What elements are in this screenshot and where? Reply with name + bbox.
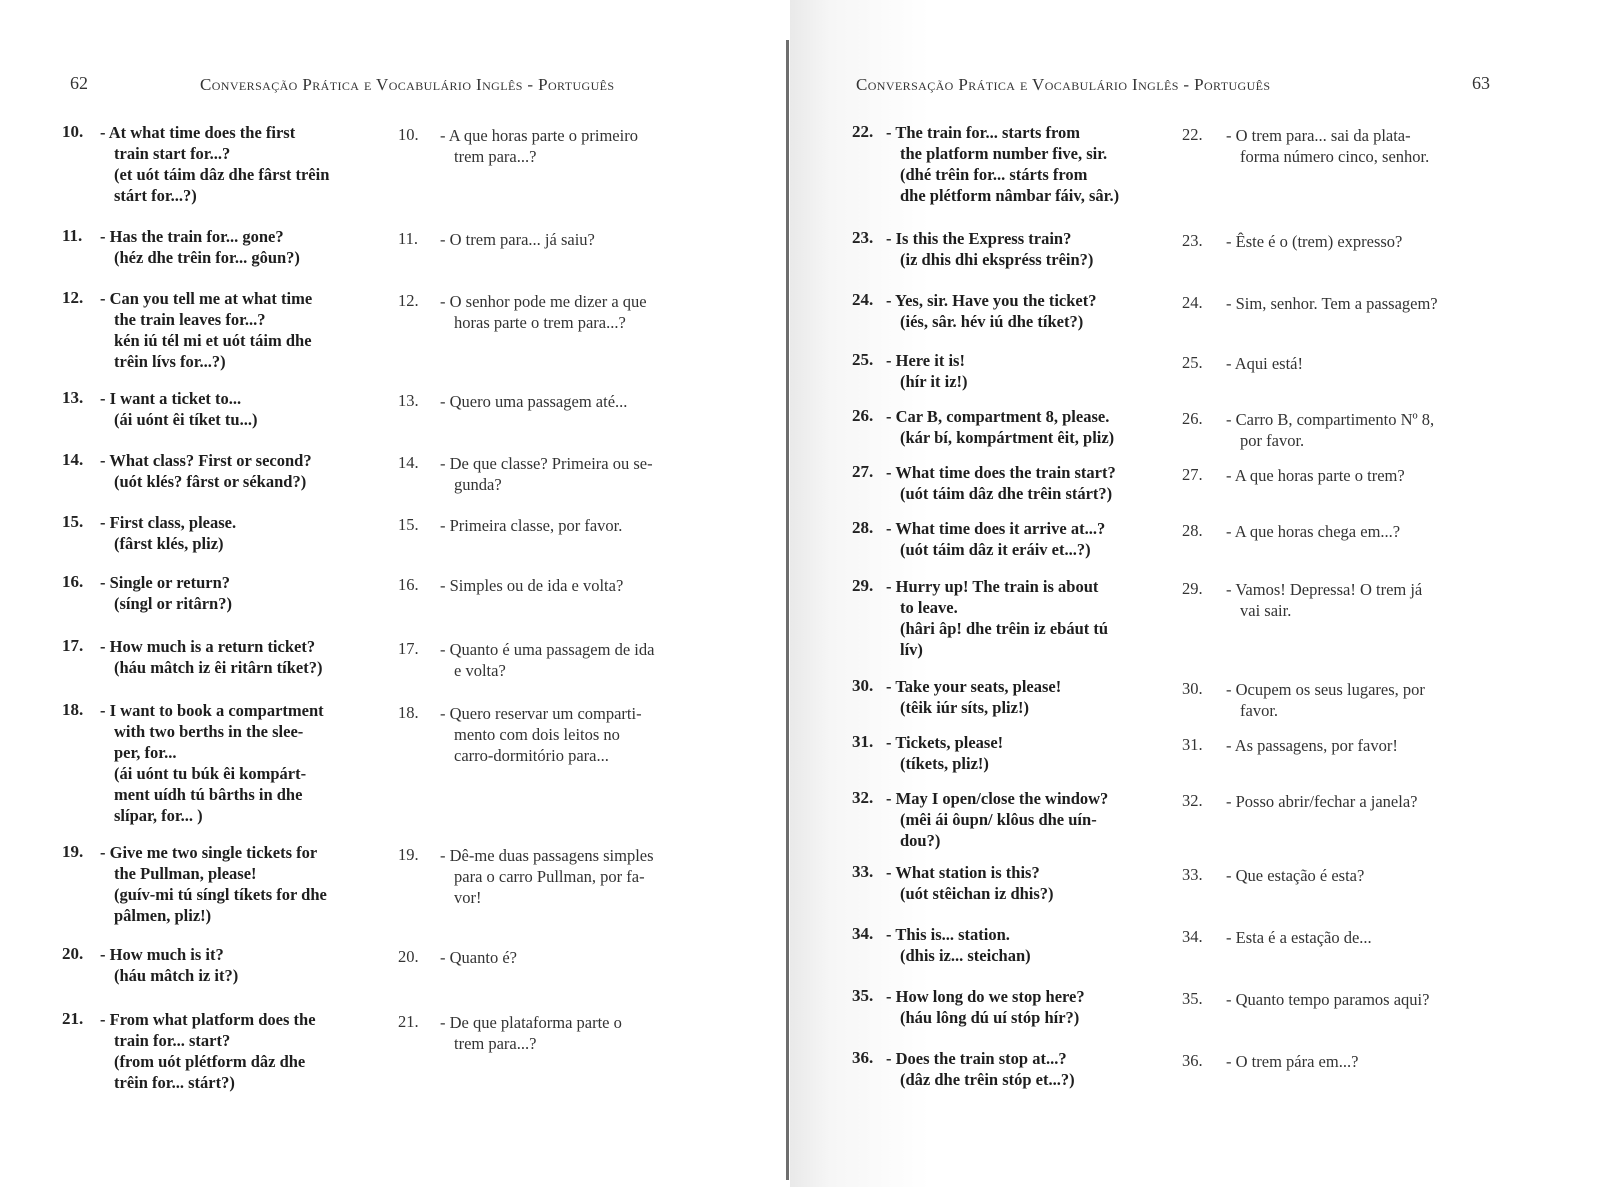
english-line: (iés, sâr. hév iú dhe tíket?) <box>900 312 1084 331</box>
english-phrase <box>100 1009 372 1093</box>
entry-number: 28. <box>852 518 874 537</box>
portuguese-number: 11. <box>398 229 419 248</box>
english-phrase <box>886 732 1162 774</box>
portuguese-number: 16. <box>398 575 419 594</box>
english-line: (dhé trêin for... stárts from <box>900 165 1088 184</box>
english-line: (hír it iz!) <box>900 372 968 391</box>
portuguese-number: 17. <box>398 639 419 658</box>
english-line: stárt for...?) <box>114 186 197 205</box>
english-line: to leave. <box>900 598 958 617</box>
english-line: - What time does the train start? <box>886 463 1116 482</box>
portuguese-number: 23. <box>1182 231 1203 250</box>
portuguese-line: horas parte o trem para...? <box>454 313 626 332</box>
portuguese-line: - Posso abrir/fechar a janela? <box>1226 792 1418 811</box>
english-line: slípar, for... ) <box>114 806 203 825</box>
portuguese-number: 30. <box>1182 679 1203 698</box>
english-phrase <box>886 350 1162 392</box>
portuguese-translation <box>440 947 710 968</box>
english-line: - I want to book a compartment <box>100 701 324 720</box>
portuguese-translation <box>440 391 710 412</box>
english-line: - What class? First or second? <box>100 451 312 470</box>
english-line: - From what platform does the <box>100 1010 316 1029</box>
portuguese-translation <box>1226 1051 1506 1072</box>
english-line: (iz dhis dhi ekspréss trêin?) <box>900 250 1094 269</box>
portuguese-number: 24. <box>1182 293 1203 312</box>
english-line: (ái uónt tu búk êi kompárt- <box>114 764 307 783</box>
entry-number: 17. <box>62 636 84 655</box>
english-line: - I want a ticket to... <box>100 389 242 408</box>
portuguese-translation <box>1226 353 1506 374</box>
portuguese-line: - Quero uma passagem até... <box>440 392 628 411</box>
portuguese-line: - Quero reservar um comparti- <box>440 704 642 723</box>
entry-number: 21. <box>62 1009 84 1028</box>
english-phrase <box>100 944 372 986</box>
portuguese-translation <box>440 291 710 333</box>
entry-number: 14. <box>62 450 84 469</box>
left-page <box>0 0 790 1187</box>
entry-number: 19. <box>62 842 84 861</box>
portuguese-translation <box>440 703 710 766</box>
entry-number: 15. <box>62 512 84 531</box>
entry-number: 36. <box>852 1048 874 1067</box>
english-line: train for... start? <box>114 1031 231 1050</box>
portuguese-line: vai sair. <box>1240 601 1292 620</box>
english-line: - The train for... starts from <box>886 123 1081 142</box>
english-phrase <box>886 788 1162 851</box>
page-number: 62 <box>70 73 88 93</box>
portuguese-translation <box>1226 989 1506 1010</box>
english-line: train start for...? <box>114 144 231 163</box>
running-header: Conversação Prática e Vocabulário Inglês - Português <box>200 75 615 94</box>
english-line: ment uídh tú bârths in dhe <box>114 785 303 804</box>
portuguese-translation <box>1226 409 1506 451</box>
portuguese-line: - Vamos! Depressa! O trem já <box>1226 580 1423 599</box>
english-line: per, for... <box>114 743 177 762</box>
english-line: pâlmen, pliz!) <box>114 906 212 925</box>
english-phrase <box>886 462 1162 504</box>
portuguese-number: 19. <box>398 845 419 864</box>
portuguese-number: 31. <box>1182 735 1203 754</box>
english-phrase <box>886 1048 1162 1090</box>
entry-number: 32. <box>852 788 874 807</box>
english-line: - How much is a return ticket? <box>100 637 316 656</box>
portuguese-number: 36. <box>1182 1051 1203 1070</box>
portuguese-translation <box>440 125 710 167</box>
portuguese-translation <box>1226 293 1506 314</box>
portuguese-translation <box>440 845 710 908</box>
portuguese-line: trem para...? <box>454 1034 537 1053</box>
english-line: (et uót táim dâz dhe fârst trêin <box>114 165 330 184</box>
english-line: - Car B, compartment 8, please. <box>886 407 1110 426</box>
english-line: (héz dhe trêin for... gôun?) <box>114 248 300 267</box>
portuguese-number: 20. <box>398 947 419 966</box>
english-line: - Is this the Express train? <box>886 229 1072 248</box>
english-phrase <box>886 122 1162 206</box>
portuguese-number: 21. <box>398 1012 419 1031</box>
english-phrase <box>100 122 372 206</box>
english-phrase <box>100 288 372 372</box>
english-phrase <box>886 924 1162 966</box>
english-phrase <box>886 576 1162 660</box>
portuguese-line: gunda? <box>454 475 502 494</box>
english-phrase <box>886 290 1162 332</box>
entry-number: 23. <box>852 228 874 247</box>
english-line: - Does the train stop at...? <box>886 1049 1067 1068</box>
english-line: - First class, please. <box>100 513 237 532</box>
english-phrase <box>886 676 1162 718</box>
portuguese-line: - Ocupem os seus lugares, por <box>1226 680 1425 699</box>
english-line: (dhis iz... steichan) <box>900 946 1031 965</box>
portuguese-line: - A que horas parte o trem? <box>1226 466 1405 485</box>
portuguese-line: - De que classe? Primeira ou se- <box>440 454 653 473</box>
entry-number: 29. <box>852 576 874 595</box>
portuguese-line: - Êste é o (trem) expresso? <box>1226 232 1403 251</box>
portuguese-number: 27. <box>1182 465 1203 484</box>
portuguese-line: - Esta é a estação de... <box>1226 928 1372 947</box>
portuguese-number: 32. <box>1182 791 1203 810</box>
portuguese-line: - Simples ou de ida e volta? <box>440 576 624 595</box>
portuguese-translation <box>1226 579 1506 621</box>
entry-number: 34. <box>852 924 874 943</box>
english-line: trêin lívs for...?) <box>114 352 226 371</box>
portuguese-line: - O senhor pode me dizer a que <box>440 292 647 311</box>
english-line: (háu lông dú uí stóp hír?) <box>900 1008 1080 1027</box>
english-line: dhe plétform nâmbar fáiv, sâr.) <box>900 186 1120 205</box>
portuguese-line: mento com dois leitos no <box>454 725 620 744</box>
running-header: Conversação Prática e Vocabulário Inglês - Português <box>856 75 1271 94</box>
english-phrase <box>100 388 372 430</box>
portuguese-line: trem para...? <box>454 147 537 166</box>
english-line: with two berths in the slee- <box>114 722 304 741</box>
portuguese-translation <box>1226 521 1506 542</box>
entry-number: 10. <box>62 122 84 141</box>
portuguese-number: 18. <box>398 703 419 722</box>
english-line: (uót klés? fârst or sékand?) <box>114 472 307 491</box>
english-phrase <box>100 226 372 268</box>
english-line: - Here it is! <box>886 351 965 370</box>
english-phrase <box>100 572 372 614</box>
portuguese-line: vor! <box>454 888 482 907</box>
english-line: - Single or return? <box>100 573 231 592</box>
portuguese-number: 25. <box>1182 353 1203 372</box>
portuguese-line: - A que horas parte o primeiro <box>440 126 638 145</box>
portuguese-line: e volta? <box>454 661 506 680</box>
portuguese-translation <box>440 515 710 536</box>
english-line: (ái uónt êi tíket tu...) <box>114 410 258 429</box>
english-line: - Hurry up! The train is about <box>886 577 1099 596</box>
page-number: 63 <box>1472 73 1490 93</box>
entry-number: 12. <box>62 288 84 307</box>
portuguese-number: 35. <box>1182 989 1203 1008</box>
portuguese-translation <box>1226 679 1506 721</box>
portuguese-number: 28. <box>1182 521 1203 540</box>
entry-number: 20. <box>62 944 84 963</box>
english-phrase <box>100 842 372 926</box>
portuguese-translation <box>1226 465 1506 486</box>
english-phrase <box>886 862 1162 904</box>
entry-number: 11. <box>62 226 83 245</box>
portuguese-number: 33. <box>1182 865 1203 884</box>
english-phrase <box>100 636 372 678</box>
english-line: trêin for... stárt?) <box>114 1073 235 1092</box>
portuguese-translation <box>440 229 710 250</box>
portuguese-line: - Quanto é? <box>440 948 517 967</box>
english-line: - At what time does the first <box>100 123 296 142</box>
english-line: the train leaves for...? <box>114 310 266 329</box>
english-line: (háu mâtch iz it?) <box>114 966 239 985</box>
portuguese-translation <box>1226 125 1506 167</box>
portuguese-line: - Primeira classe, por favor. <box>440 516 623 535</box>
english-line: (fârst klés, pliz) <box>114 534 224 553</box>
portuguese-line: - Quanto tempo paramos aqui? <box>1226 990 1430 1009</box>
portuguese-number: 29. <box>1182 579 1203 598</box>
english-line: (mêi ái ôupn/ klôus dhe uín- <box>900 810 1097 829</box>
english-line: - Tickets, please! <box>886 733 1004 752</box>
portuguese-number: 26. <box>1182 409 1203 428</box>
portuguese-number: 10. <box>398 125 419 144</box>
portuguese-translation <box>1226 791 1506 812</box>
english-line: - Take your seats, please! <box>886 677 1062 696</box>
entry-number: 31. <box>852 732 874 751</box>
portuguese-translation <box>1226 735 1506 756</box>
portuguese-line: - As passagens, por favor! <box>1226 736 1398 755</box>
english-line: - Has the train for... gone? <box>100 227 284 246</box>
english-line: (guív-mi tú síngl tíkets for dhe <box>114 885 327 904</box>
english-line: dou?) <box>900 831 941 850</box>
english-phrase <box>100 450 372 492</box>
portuguese-line: carro-dormitório para... <box>454 746 609 765</box>
entry-number: 22. <box>852 122 874 141</box>
english-line: - Give me two single tickets for <box>100 843 318 862</box>
portuguese-line: - O trem para... já saiu? <box>440 230 595 249</box>
portuguese-line: - Aqui está! <box>1226 354 1303 373</box>
english-line: (from uót plétform dâz dhe <box>114 1052 306 1071</box>
entry-number: 33. <box>852 862 874 881</box>
portuguese-line: - De que plataforma parte o <box>440 1013 622 1032</box>
right-page <box>790 0 1600 1187</box>
english-line: (dâz dhe trêin stóp et...?) <box>900 1070 1075 1089</box>
english-line: - May I open/close the window? <box>886 789 1109 808</box>
portuguese-line: forma número cinco, senhor. <box>1240 147 1430 166</box>
portuguese-line: - Carro B, compartimento Nº 8, <box>1226 410 1435 429</box>
english-line: (háu mâtch iz êi ritârn tíket?) <box>114 658 323 677</box>
entry-number: 27. <box>852 462 874 481</box>
entry-number: 35. <box>852 986 874 1005</box>
english-phrase <box>886 518 1162 560</box>
english-phrase <box>886 406 1162 448</box>
english-line: (uót stêichan iz dhis?) <box>900 884 1054 903</box>
portuguese-number: 13. <box>398 391 419 410</box>
english-line: (uót táim dâz it eráiv et...?) <box>900 540 1091 559</box>
portuguese-line: para o carro Pullman, por fa- <box>454 867 645 886</box>
portuguese-translation <box>440 575 710 596</box>
entry-number: 26. <box>852 406 874 425</box>
portuguese-line: - O trem para... sai da plata- <box>1226 126 1411 145</box>
english-line: (kár bí, kompártment êit, pliz) <box>900 428 1115 447</box>
english-line: - Yes, sir. Have you the ticket? <box>886 291 1097 310</box>
english-line: (uót táim dâz dhe trêin stárt?) <box>900 484 1113 503</box>
portuguese-line: - Dê-me duas passagens simples <box>440 846 654 865</box>
portuguese-number: 34. <box>1182 927 1203 946</box>
portuguese-translation <box>1226 231 1506 252</box>
portuguese-line: favor. <box>1240 701 1279 720</box>
portuguese-translation <box>440 453 710 495</box>
entry-number: 13. <box>62 388 84 407</box>
english-phrase <box>100 512 372 554</box>
english-line: - How much is it? <box>100 945 224 964</box>
entry-number: 16. <box>62 572 84 591</box>
portuguese-line: - Que estação é esta? <box>1226 866 1365 885</box>
portuguese-number: 22. <box>1182 125 1203 144</box>
portuguese-translation <box>440 1012 710 1054</box>
portuguese-number: 15. <box>398 515 419 534</box>
page-gutter <box>786 40 789 1180</box>
english-line: - Can you tell me at what time <box>100 289 313 308</box>
portuguese-line: por favor. <box>1240 431 1305 450</box>
english-line: - How long do we stop here? <box>886 987 1085 1006</box>
english-line: kén iú tél mi et uót táim dhe <box>114 331 312 350</box>
portuguese-line: - A que horas chega em...? <box>1226 522 1401 541</box>
english-phrase <box>886 986 1162 1028</box>
english-line: lív) <box>900 640 923 659</box>
portuguese-number: 12. <box>398 291 419 310</box>
english-line: - This is... station. <box>886 925 1010 944</box>
portuguese-number: 14. <box>398 453 419 472</box>
english-line: the platform number five, sir. <box>900 144 1108 163</box>
english-line: - What time does it arrive at...? <box>886 519 1106 538</box>
english-line: - What station is this? <box>886 863 1040 882</box>
entry-number: 18. <box>62 700 84 719</box>
portuguese-translation <box>1226 927 1506 948</box>
portuguese-line: - O trem pára em...? <box>1226 1052 1359 1071</box>
portuguese-line: - Quanto é uma passagem de ida <box>440 640 655 659</box>
english-phrase <box>100 700 372 826</box>
english-line: (tíkets, pliz!) <box>900 754 989 773</box>
english-line: the Pullman, please! <box>114 864 257 883</box>
english-line: (hâri âp! dhe trêin iz ebáut tú <box>900 619 1109 638</box>
entry-number: 30. <box>852 676 874 695</box>
english-phrase <box>886 228 1162 270</box>
entry-number: 24. <box>852 290 874 309</box>
entry-number: 25. <box>852 350 874 369</box>
portuguese-translation <box>1226 865 1506 886</box>
portuguese-translation <box>440 639 710 681</box>
portuguese-line: - Sim, senhor. Tem a passagem? <box>1226 294 1438 313</box>
english-line: (síngl or ritârn?) <box>114 594 232 613</box>
english-line: (têik iúr síts, pliz!) <box>900 698 1029 717</box>
